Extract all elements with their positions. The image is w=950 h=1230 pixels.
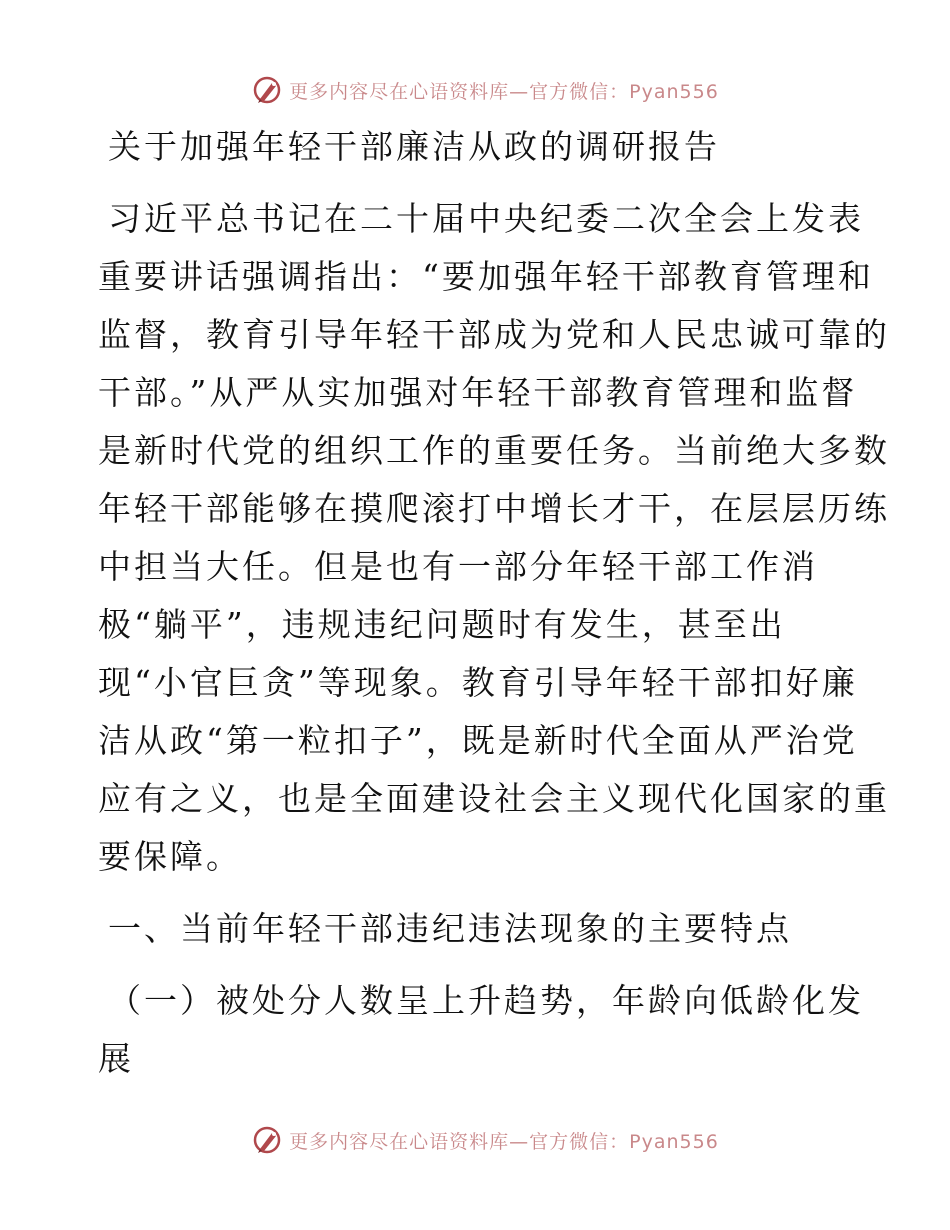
paragraph-line: 中担当大任。但是也有一部分年轻干部工作消: [98, 547, 818, 586]
watermark-text: 更多内容尽在心语资料库—官方微信：Pyan556: [289, 1130, 719, 1153]
paragraph-line: 年轻干部能够在摸爬滚打中增长才干，在层层历练: [98, 489, 890, 528]
paragraph-line: 要保障。: [98, 837, 242, 876]
intro-paragraph: [98, 190, 890, 886]
paragraph-line: 是新时代党的组织工作的重要任务。当前绝大多数: [98, 431, 890, 470]
paragraph-line: 应有之义，也是全面建设社会主义现代化国家的重: [98, 779, 890, 818]
subsection-line: 展: [98, 1039, 134, 1078]
watermark-banner-top: [0, 70, 950, 110]
watermark-content: [251, 74, 719, 106]
paragraph-line: 洁从政“第一粒扣子”，既是新时代全面从严治党: [98, 721, 858, 760]
paragraph-line: 习近平总书记在二十届中央纪委二次全会上发表: [108, 199, 864, 238]
section-heading: 一、当前年轻干部违纪违法现象的主要特点: [108, 909, 792, 948]
paragraph-line: 监督，教育引导年轻干部成为党和人民忠诚可靠的: [98, 315, 890, 354]
pen-logo-icon: [251, 1124, 283, 1156]
paragraph-line: 干部。”从严从实加强对年轻干部教育管理和监督: [98, 373, 858, 412]
watermark-text: 更多内容尽在心语资料库—官方微信：Pyan556: [289, 80, 719, 103]
document-title: 关于加强年轻干部廉洁从政的调研报告: [108, 127, 720, 166]
paragraph-line: 极“躺平”，违规违纪问题时有发生，甚至出: [98, 605, 786, 644]
paragraph-line: 现“小官巨贪”等现象。教育引导年轻干部扣好廉: [98, 663, 858, 702]
paragraph-line: 重要讲话强调指出：“要加强年轻干部教育管理和: [98, 257, 874, 296]
watermark-banner-bottom: [0, 1120, 950, 1160]
watermark-content: [251, 1124, 719, 1156]
subsection-line: （一）被处分人数呈上升趋势，年龄向低龄化发: [108, 981, 864, 1020]
pen-logo-icon: [251, 74, 283, 106]
document-body: [98, 118, 890, 1088]
subsection-heading: [98, 972, 864, 1088]
